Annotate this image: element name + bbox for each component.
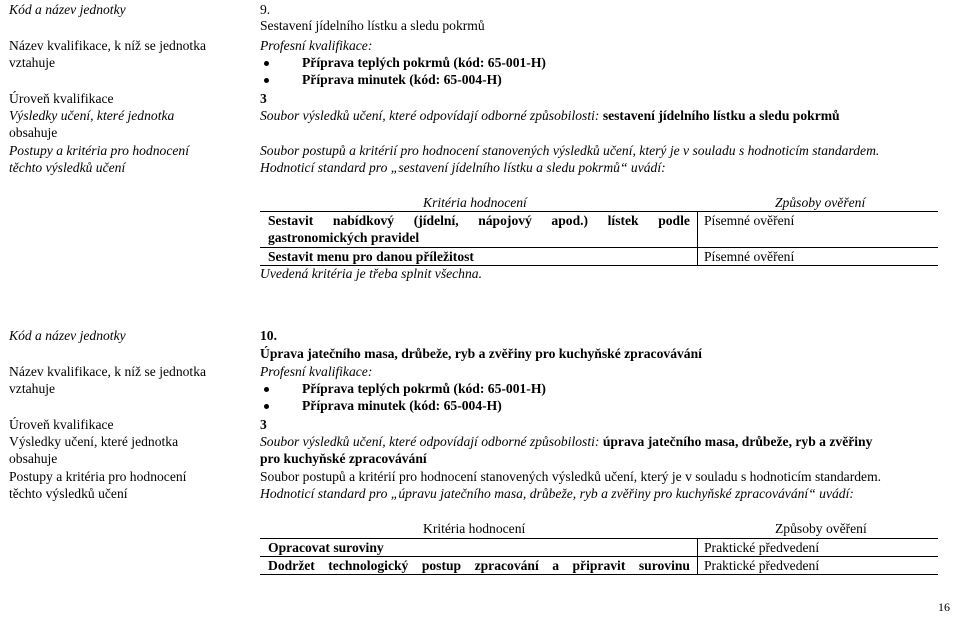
unit-9-criterion-1-line2: gastronomických pravidel bbox=[268, 230, 420, 245]
unit-10-procedures-label-line2: těchto výsledků učení bbox=[9, 486, 128, 501]
unit-9-level: 3 bbox=[260, 91, 267, 106]
unit-9-procedures-label-line1: Postupy a kritéria pro hodnocení bbox=[9, 143, 189, 158]
unit-10-criterion-1: Opracovat suroviny bbox=[268, 540, 384, 555]
criterion-word: apod.) bbox=[551, 213, 589, 228]
bullet-icon bbox=[264, 78, 269, 83]
unit-10-prof-label: Profesní kvalifikace: bbox=[260, 364, 373, 379]
unit-9-method-1: Písemné ověření bbox=[704, 213, 795, 228]
unit-10-results-competence-line1: úprava jatečního masa, drůbeže, ryb a zvěřiny bbox=[602, 434, 873, 449]
unit-10-methods-header: Způsoby ověření bbox=[775, 521, 867, 536]
criterion-word: Dodržet bbox=[268, 558, 315, 573]
unit-10-method-2: Praktické předvedení bbox=[704, 558, 820, 573]
criterion-word: podle bbox=[658, 213, 690, 228]
unit-10-code-label: Kód a název jednotky bbox=[9, 328, 126, 343]
unit-10-criterion-2 bbox=[268, 558, 690, 574]
unit-10-qual-label-line1: Název kvalifikace, k níž se jednotka bbox=[9, 364, 207, 379]
unit-9-title: Sestavení jídelního lístku a sledu pokrmů bbox=[260, 18, 485, 33]
unit-9-code-label: Kód a název jednotky bbox=[9, 2, 126, 17]
unit-10-qual-2: Příprava minutek (kód: 65-004-H) bbox=[302, 398, 502, 413]
unit-10-procedures-label-line1: Postupy a kritéria pro hodnocení bbox=[9, 469, 187, 484]
criterion-word: nabídkový bbox=[332, 213, 395, 228]
unit-10-title: Úprava jatečního masa, drůbeže, ryb a zvěřiny pro kuchyňské zpracovávání bbox=[260, 346, 702, 361]
table-column-divider bbox=[697, 211, 698, 265]
unit-9-results-label-line1: Výsledky učení, které jednotka bbox=[9, 108, 175, 123]
unit-10-procedures-line1: Soubor postupů a kritérií pro hodnocení stanovených výsledků učení, který je v souladu s hodnoticím standardem. bbox=[260, 469, 882, 484]
unit-9-prof-label: Profesní kvalifikace: bbox=[260, 38, 373, 53]
unit-10-qual-1: Příprava teplých pokrmů (kód: 65-001-H) bbox=[302, 381, 546, 396]
unit-9-results-competence: sestavení jídelního lístku a sledu pokrmů bbox=[602, 108, 840, 123]
criterion-word: a bbox=[552, 558, 560, 573]
bullet-icon bbox=[264, 404, 269, 409]
bullet-icon bbox=[264, 61, 269, 66]
criterion-word: postup bbox=[421, 558, 462, 573]
unit-9-number: 9. bbox=[260, 2, 271, 17]
unit-10-results-label-line2: obsahuje bbox=[9, 451, 58, 466]
unit-10-results-label-line1: Výsledky učení, které jednotka bbox=[9, 434, 179, 449]
unit-10-results-prefix: Soubor výsledků učení, které odpovídají odborné způsobilosti: bbox=[260, 434, 600, 449]
unit-10-results-text bbox=[260, 434, 872, 450]
criterion-word: připravit bbox=[572, 558, 626, 573]
criterion-word: technologický bbox=[328, 558, 409, 573]
unit-9-procedures-label-line2: těchto výsledků učení bbox=[9, 160, 126, 175]
page-number: 16 bbox=[938, 600, 950, 614]
unit-10-results-competence-line2: pro kuchyňské zpracovávání bbox=[260, 451, 427, 466]
criterion-word: lístek bbox=[607, 213, 639, 228]
unit-9-results-prefix: Soubor výsledků učení, které odpovídají odborné způsobilosti: bbox=[260, 108, 600, 123]
unit-9-qual-label-line2: vztahuje bbox=[9, 55, 56, 70]
criterion-word: Sestavit bbox=[268, 213, 314, 228]
unit-9-qual-1: Příprava teplých pokrmů (kód: 65-001-H) bbox=[302, 55, 546, 70]
unit-10-level-label: Úroveň kvalifikace bbox=[9, 417, 114, 432]
unit-9-methods-header: Způsoby ověření bbox=[775, 195, 866, 210]
table-rule bbox=[260, 556, 938, 557]
unit-9-level-label: Úroveň kvalifikace bbox=[9, 91, 114, 106]
unit-10-criteria-header: Kritéria hodnocení bbox=[423, 521, 526, 536]
criterion-word: surovinu bbox=[638, 558, 690, 573]
unit-9-note: Uvedená kritéria je třeba splnit všechna. bbox=[260, 266, 482, 281]
unit-9-criterion-1-line1 bbox=[268, 213, 690, 229]
unit-9-results-label-line2: obsahuje bbox=[9, 125, 58, 140]
unit-10-procedures-line2: Hodnoticí standard pro „úpravu jatečního masa, drůbeže, ryb a zvěřiny pro kuchyňské zpracovávání“ uvádí: bbox=[260, 486, 854, 501]
criterion-word: (jídelní, bbox=[413, 213, 459, 228]
unit-10-qual-label-line2: vztahuje bbox=[9, 381, 56, 396]
table-rule bbox=[260, 574, 938, 575]
table-rule bbox=[260, 211, 938, 212]
table-rule bbox=[260, 538, 938, 539]
unit-10-method-1: Praktické předvedení bbox=[704, 540, 820, 555]
criterion-word: zpracování bbox=[474, 558, 539, 573]
unit-9-criterion-2: Sestavit menu pro danou příležitost bbox=[268, 249, 474, 264]
criterion-word: nápojový bbox=[478, 213, 532, 228]
table-rule bbox=[260, 247, 938, 248]
unit-9-criteria-header: Kritéria hodnocení bbox=[423, 195, 527, 210]
unit-10-number: 10. bbox=[260, 328, 277, 343]
unit-9-method-2: Písemné ověření bbox=[704, 249, 795, 264]
bullet-icon bbox=[264, 387, 269, 392]
unit-9-procedures-line2: Hodnoticí standard pro „sestavení jídelního lístku a sledu pokrmů“ uvádí: bbox=[260, 160, 666, 175]
unit-9-qual-label-line1: Název kvalifikace, k níž se jednotka bbox=[9, 38, 207, 53]
unit-9-qual-2: Příprava minutek (kód: 65-004-H) bbox=[302, 72, 502, 87]
unit-9-procedures-line1: Soubor postupů a kritérií pro hodnocení stanovených výsledků učení, který je v souladu s hodnoticím standardem. bbox=[260, 143, 880, 158]
unit-10-level: 3 bbox=[260, 417, 267, 432]
unit-9-results-text bbox=[260, 108, 840, 124]
